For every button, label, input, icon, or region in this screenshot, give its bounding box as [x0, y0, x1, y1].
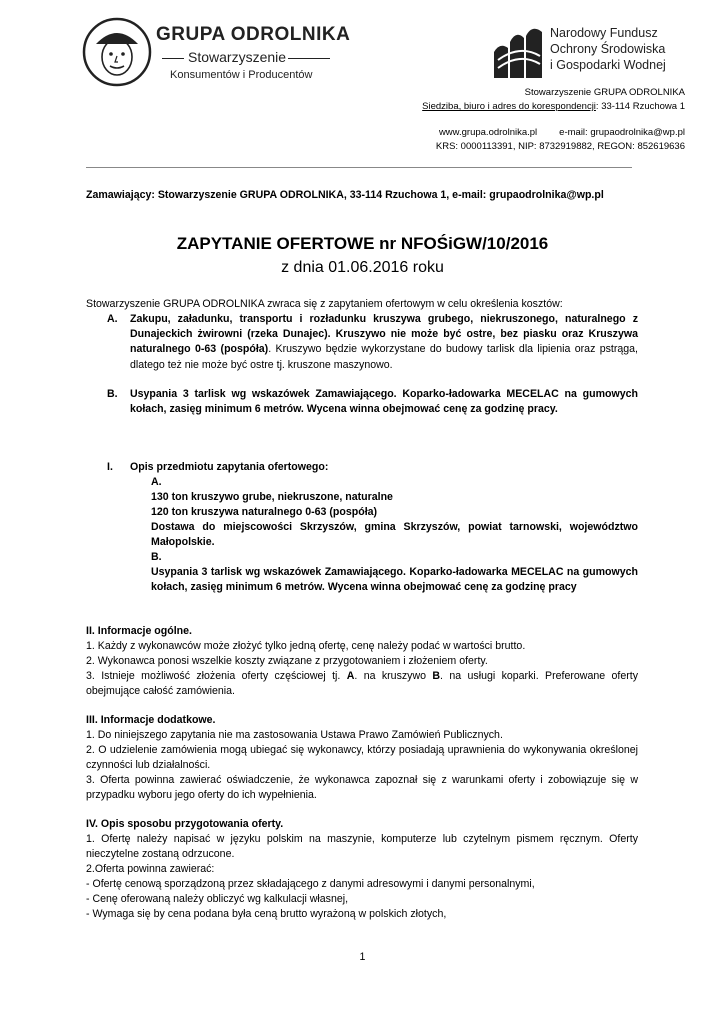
title-date: z dnia 01.06.2016 roku	[281, 259, 444, 276]
section-2-p1: 1. Każdy z wykonawców może złożyć tylko jedną ofertę, cenę należy podać w wartości brutto.	[86, 640, 526, 652]
section-1-line-1: 130 ton kruszywo grube, niekruszone, naturalne	[151, 491, 393, 503]
logo-grupa-odrolnika	[82, 12, 352, 92]
logo-title: GRUPA ODROLNIKA	[156, 24, 351, 45]
p3-bold-a: A	[346, 670, 355, 682]
p3-part-c: . na usługi koparki. Preferowane oferty obejmujące całość zamówienia.	[86, 670, 638, 698]
logo-divider	[162, 58, 184, 59]
section-1-line-3: Dostawa do miejscowości Skrzyszów, gmina Skrzyszów, powiat tarnowski, województwo Małopolskie.	[151, 521, 638, 549]
address-value: : 33-114 Rzuchowa 1	[595, 101, 685, 112]
item-a-text	[130, 312, 638, 373]
section-4-bullet-2: - Cenę oferowaną należy obliczyć wg kalkulacji własnej,	[86, 893, 349, 905]
intro-text: Stowarzyszenie GRUPA ODROLNIKA zwraca się z zapytaniem ofertowym w celu określenia kosztów:	[86, 298, 563, 310]
contact-web-email	[285, 126, 685, 140]
section-4-p2: 2.Oferta powinna zawierać:	[86, 863, 215, 875]
contact-address	[285, 100, 685, 114]
item-a-rest: . Kruszywo będzie wykorzystane do budowy tarlisk dla lipienia oraz pstrąga, dlatego też nie może być ostre tj. kruszone maszynowo.	[130, 343, 638, 371]
logo-nfosigw	[490, 22, 690, 82]
email-link[interactable]: e-mail: grupaodrolnika@wp.pl	[559, 127, 685, 138]
farmer-face-icon	[82, 14, 152, 90]
section-1-heading: Opis przedmiotu zapytania ofertowego:	[130, 461, 329, 473]
section-1-marker: I.	[107, 461, 113, 473]
p3-bold-b: B	[432, 670, 441, 682]
section-4-p1: 1. Ofertę należy napisać w języku polskim na maszynie, komputerze lub czytelnym pismem ręcznym. Oferty nieczytelne zostaną odrzucone.	[86, 833, 638, 861]
nfosigw-name	[550, 25, 666, 73]
item-b-marker: B.	[107, 388, 118, 400]
section-3-p2: 2. O udzielenie zamówienia mogą ubiegać się wykonawcy, którzy posiadają uprawnienia do wykonywania określonej czynności lub działalności.	[86, 744, 638, 772]
contact-ids: KRS: 0000113391, NIP: 8732919882, REGON: 852619636	[435, 141, 685, 152]
p3-part-b: . na kruszywo	[354, 670, 433, 682]
page-title: ZAPYTANIE OFERTOWE nr NFOŚiGW/10/2016	[176, 234, 549, 253]
item-a-marker: A.	[107, 313, 118, 325]
section-4-heading: IV. Opis sposobu przygotowania oferty.	[86, 818, 284, 830]
nfosigw-line2: Ochrony Środowiska	[550, 42, 666, 56]
nfosigw-emblem-icon	[490, 22, 546, 80]
header-divider	[86, 167, 632, 168]
section-4-bullet-3: - Wymaga się by cena podana była ceną brutto wyrażoną w polskich złotych,	[86, 908, 447, 920]
address-label: Siedziba, biuro i adres do korespondencji	[422, 101, 596, 112]
section-1-a: A.	[151, 476, 162, 488]
nfosigw-line3: i Gospodarki Wodnej	[550, 58, 666, 72]
section-1-line-4: Usypania 3 tarlisk wg wskazówek Zamawiającego. Koparko-ładowarka MECELAC na gumowych kołach, zasięg minimum 6 metrów. Wycena winna obejmować cenę za godzinę pracy	[151, 566, 638, 594]
page-number: 1	[359, 951, 366, 963]
logo-subtitle: Stowarzyszenie	[188, 49, 287, 65]
item-b-text: Usypania 3 tarlisk wg wskazówek Zamawiającego. Koparko-ładowarka MECELAC na gumowych kołach, zasięg minimum 6 metrów. Wycena winna obejmować cenę za godzinę pracy.	[130, 388, 638, 416]
section-1-b: B.	[151, 551, 162, 563]
item-a-bold: Zakupu, załadunku, transportu i rozładunku kruszywa grubego, niekruszonego, naturalnego z Dunajeckich żwirowni (rzeka Dunajec). Kruszywo nie może być ostre, bez piasku oraz Kruszywa naturalnego 0-63 (pospóła)	[130, 313, 638, 356]
section-2-p2: 2. Wykonawca ponosi wszelkie koszty związane z przygotowaniem i złożeniem oferty.	[86, 655, 488, 667]
section-3-p3: 3. Oferta powinna zawierać oświadczenie, że wykonawca zapoznał się z warunkami oferty i zobowiązuje się w przypadku wyboru jego oferty do ich wypełnienia.	[86, 774, 638, 802]
logo-tagline: Konsumentów i Producentów	[170, 69, 313, 81]
section-1-line-2: 120 ton kruszywa naturalnego 0-63 (pospóła)	[151, 506, 378, 518]
contact-org: Stowarzyszenie GRUPA ODROLNIKA	[524, 87, 685, 98]
ordering-party: Zamawiający: Stowarzyszenie GRUPA ODROLNIKA, 33-114 Rzuchowa 1, e-mail: grupaodrolnika@wp.pl	[86, 189, 604, 201]
section-3-p1: 1. Do niniejszego zapytania nie ma zastosowania Ustawa Prawo Zamówień Publicznych.	[86, 729, 503, 741]
p3-part-a: 3. Istnieje możliwość złożenia oferty częściowej tj.	[86, 670, 347, 682]
website-link[interactable]: www.grupa.odrolnika.pl	[438, 127, 538, 138]
nfosigw-line1: Narodowy Fundusz	[550, 26, 658, 40]
section-2-heading: II. Informacje ogólne.	[86, 625, 192, 637]
logo-divider	[288, 58, 330, 59]
section-2-p3	[86, 669, 638, 699]
section-3-heading: III. Informacje dodatkowe.	[86, 714, 216, 726]
section-4-bullet-1: - Ofertę cenową sporządzoną przez składającego z danymi adresowymi i danymi personalnymi,	[86, 878, 535, 890]
